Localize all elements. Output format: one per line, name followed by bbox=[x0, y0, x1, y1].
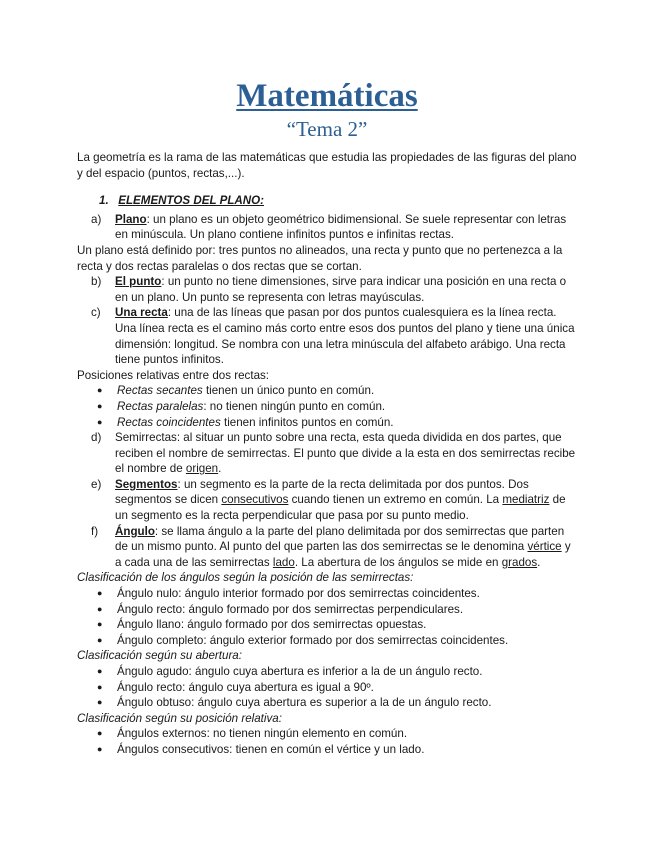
clasificacion-abertura-label: Clasificación según su abertura: bbox=[77, 649, 242, 663]
term-plano: Plano bbox=[115, 212, 147, 226]
page-title: Matemáticas bbox=[236, 78, 418, 114]
item-body bbox=[115, 524, 577, 571]
term-recta: Una recta bbox=[115, 306, 168, 320]
section-title: ELEMENTOS DEL PLANO: bbox=[118, 194, 265, 208]
bullet-icon: ● bbox=[97, 743, 103, 754]
list-item bbox=[97, 383, 577, 399]
bullet-icon: ● bbox=[97, 666, 103, 676]
item-text: : un punto no tiene dimensiones, sirve para indicar una posición en una recta o en un plano. Un punto se representa con letras mayúsculas. bbox=[115, 275, 567, 304]
list-item-semirrectas bbox=[91, 430, 577, 477]
list-item bbox=[97, 726, 577, 742]
term-italic: Rectas paralelas bbox=[117, 399, 204, 413]
bullet-icon: ● bbox=[97, 634, 103, 645]
item-text: : un plano es un objeto geométrico bidimensional. Se suele representar con letras en minúscula. Un plano contiene infinitos puntos e infinitas rectas. bbox=[115, 212, 567, 242]
bullet-text: Ángulo nulo: ángulo interior formado por dos semirrectas coincidentes. bbox=[117, 587, 480, 601]
list-item bbox=[97, 617, 577, 633]
bullet-text: Ángulo obtuso: ángulo cuya abertura es superior a la de un ángulo recto. bbox=[117, 696, 492, 710]
bullet-text: Ángulos externos: no tienen ningún elemento en común. bbox=[117, 727, 408, 741]
bullet-icon: ● bbox=[97, 385, 103, 396]
list-item-segmentos bbox=[91, 477, 577, 524]
list-item bbox=[97, 633, 577, 649]
clasificacion-relativa-label: Clasificación según su posición relativa: bbox=[77, 711, 282, 725]
item-body bbox=[115, 305, 577, 367]
list-item-angulo bbox=[91, 524, 577, 571]
term-italic: Rectas secantes bbox=[117, 384, 203, 398]
bullet-text: Ángulos consecutivos: tienen en común el vértice y un lado. bbox=[117, 742, 425, 756]
bullet-text: Ángulo llano: ángulo formado por dos semirrectas opuestas. bbox=[117, 618, 427, 632]
item-marker: a) bbox=[91, 212, 102, 226]
item-marker: b) bbox=[91, 275, 102, 289]
list-item bbox=[97, 602, 577, 618]
underlined-term: lado bbox=[272, 555, 295, 569]
list-item-plano bbox=[91, 212, 577, 243]
list-item bbox=[97, 586, 577, 602]
clasificacion-relativa-list bbox=[77, 726, 577, 757]
item-text: . bbox=[218, 462, 222, 476]
item-body bbox=[115, 430, 577, 477]
posiciones-label: Posiciones relativas entre dos rectas: bbox=[77, 368, 270, 382]
underlined-term: vértice bbox=[527, 540, 562, 554]
underlined-term: mediatriz bbox=[502, 493, 550, 507]
item-marker: d) bbox=[91, 431, 102, 445]
bullet-icon: ● bbox=[97, 681, 103, 692]
list-item bbox=[97, 742, 577, 758]
clasificacion-abertura-list bbox=[77, 664, 577, 711]
item-text: . La abertura de los ángulos se mide en bbox=[294, 555, 502, 569]
item-body bbox=[115, 274, 577, 305]
bullet-text: Ángulo recto: ángulo cuya abertura es igual a 90º. bbox=[117, 680, 374, 694]
bullet-text: Ángulo completo: ángulo exterior formado por dos semirrectas coincidentes. bbox=[117, 633, 509, 647]
posiciones-list bbox=[77, 383, 577, 430]
bullet-text: tienen infinitos puntos en común. bbox=[220, 415, 394, 429]
section-heading bbox=[99, 193, 577, 209]
bullet-icon: ● bbox=[97, 619, 103, 630]
list-item-recta bbox=[91, 305, 577, 367]
underlined-term: origen bbox=[185, 462, 219, 476]
item-text: . bbox=[537, 555, 541, 569]
list-item-punto bbox=[91, 274, 577, 305]
bullet-icon: ● bbox=[97, 588, 103, 599]
term-angulo: Ángulo bbox=[115, 524, 155, 538]
item-marker: e) bbox=[91, 477, 102, 491]
list-item bbox=[97, 695, 577, 711]
item-text: : una de las líneas que pasan por dos puntos cualesquiera es la línea recta. Una línea recta es el camino más corto entre esos dos puntos del plano y tiene una única dimensión: longitud. Se nombra con una letra minúscula del alfabeto arábigo. Una recta tiene puntos infinitos. bbox=[115, 306, 575, 367]
bullet-text: tienen un único punto en común. bbox=[202, 384, 375, 398]
list-item bbox=[97, 415, 577, 431]
bullet-text: Ángulo recto: ángulo formado por dos semirrectas perpendiculares. bbox=[117, 602, 464, 616]
item-text: y a cada una de las semirrectas bbox=[115, 540, 571, 569]
item-body bbox=[115, 212, 577, 243]
list-item bbox=[97, 399, 577, 415]
term-italic: Rectas coincidentes bbox=[117, 415, 221, 429]
page-subtitle: “Tema 2” bbox=[286, 117, 368, 141]
bullet-icon: ● bbox=[97, 697, 103, 708]
underlined-term: consecutivos bbox=[221, 493, 289, 507]
document-content bbox=[77, 76, 577, 758]
item-text: : un segmento es la parte de la recta delimitada por dos puntos. Dos segmentos se dicen bbox=[115, 477, 529, 507]
bullet-icon: ● bbox=[97, 603, 103, 614]
item-text: de un segmento es la recta perpendicular que pasa por su punto medio. bbox=[115, 493, 566, 523]
bullet-text: : no tienen ningún punto en común. bbox=[203, 399, 386, 413]
item-text: Semirrectas: al situar un punto sobre una recta, esta queda dividida en dos partes, que reciben el nombre de semirrectas. El punto que divide a la esta en dos semirrectas recibe el nombre de bbox=[115, 431, 576, 476]
bullet-icon: ● bbox=[97, 400, 103, 411]
clasificacion-posicion-list bbox=[77, 586, 577, 648]
term-segmentos: Segmentos bbox=[115, 477, 178, 491]
plano-definition: Un plano está definido por: tres puntos no alineados, una recta y punto que no pertenezca a la recta y dos rectas paralelas o dos rectas que se cortan. bbox=[77, 243, 563, 273]
item-body bbox=[115, 477, 577, 524]
bullet-text: Ángulo agudo: ángulo cuya abertura es inferior a la de un ángulo recto. bbox=[117, 665, 483, 678]
clasificacion-posicion-label: Clasificación de los ángulos según la posición de las semirrectas: bbox=[77, 571, 414, 585]
list-item bbox=[97, 680, 577, 696]
bullet-icon: ● bbox=[97, 416, 103, 427]
bullet-icon: ● bbox=[97, 728, 103, 739]
item-marker: c) bbox=[91, 306, 101, 320]
underlined-term: grados bbox=[501, 555, 538, 569]
item-text: : se llama ángulo a la parte del plano delimitada por dos semirrectas que parten de un mismo punto. Al punto del que parten las dos semirrectas se le denomina bbox=[115, 524, 565, 554]
item-text: cuando tienen un extremo en común. La bbox=[288, 493, 503, 507]
item-marker: f) bbox=[91, 524, 99, 538]
list-item bbox=[97, 664, 577, 680]
section-number: 1. bbox=[99, 194, 109, 208]
term-punto: El punto bbox=[115, 275, 162, 289]
intro-paragraph: La geometría es la rama de las matemáticas que estudia las propiedades de las figuras del plano y del espacio (puntos, rectas,...). bbox=[77, 151, 577, 180]
